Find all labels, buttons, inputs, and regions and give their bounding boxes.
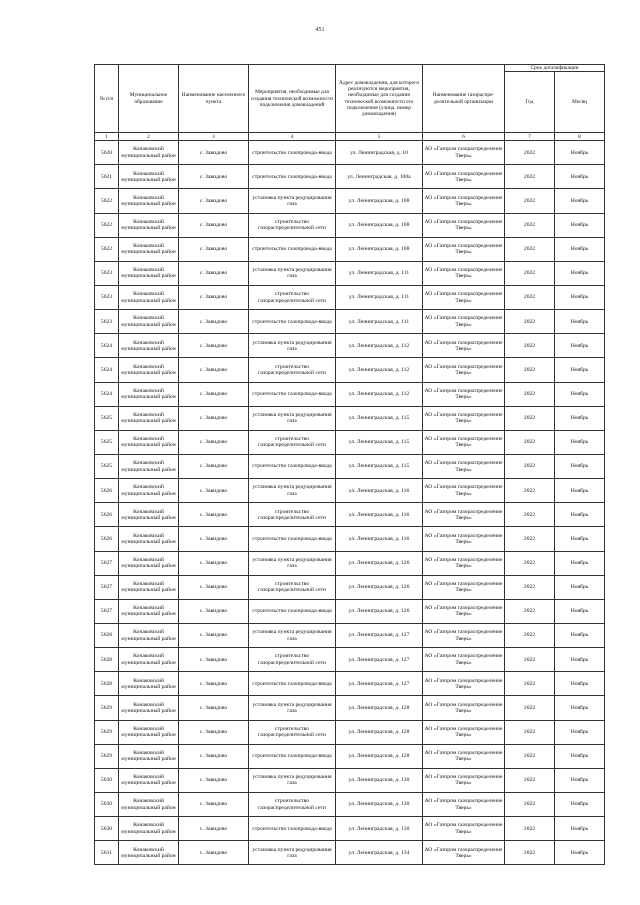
year-cell: 2022 xyxy=(505,817,555,841)
municipality-cell: Конаковский муниципальный район xyxy=(119,599,179,623)
municipality-cell: Конаковский муниципальный район xyxy=(119,527,179,551)
table-row xyxy=(95,334,605,358)
organization-cell: АО «Газпром газораспределение Тверь» xyxy=(423,720,505,744)
year-cell: 2022 xyxy=(505,141,555,165)
address-cell: ул. Ленинградская, д. 128 xyxy=(336,720,423,744)
measure-cell: строительство газораспределительной сети xyxy=(249,575,336,599)
row-number: 5628 xyxy=(95,624,119,648)
row-number: 5625 xyxy=(95,430,119,454)
measure-cell: установка пункта редуцирования газа xyxy=(249,551,336,575)
organization-cell: АО «Газпром газораспределение Тверь» xyxy=(423,141,505,165)
month-cell: Ноябрь xyxy=(555,551,605,575)
table-header xyxy=(95,65,605,141)
address-cell: ул. Ленинградская, д. 130 xyxy=(336,768,423,792)
settlement-cell: с. Завидово xyxy=(179,406,249,430)
municipality-cell: Конаковский муниципальный район xyxy=(119,479,179,503)
municipality-cell: Конаковский муниципальный район xyxy=(119,189,179,213)
row-number: 5622 xyxy=(95,237,119,261)
settlement-cell: с. Завидово xyxy=(179,358,249,382)
measure-cell: строительство газопровода-ввода xyxy=(249,141,336,165)
address-cell: ул. Ленинградская, д. 127 xyxy=(336,672,423,696)
table-row xyxy=(95,648,605,672)
table-row xyxy=(95,793,605,817)
month-cell: Ноябрь xyxy=(555,720,605,744)
address-cell: ул. Ленинградская, д. 112 xyxy=(336,382,423,406)
month-cell: Ноябрь xyxy=(555,455,605,479)
table-row xyxy=(95,310,605,334)
month-cell: Ноябрь xyxy=(555,165,605,189)
table-row xyxy=(95,744,605,768)
table-row xyxy=(95,768,605,792)
settlement-cell: с. Завидово xyxy=(179,672,249,696)
organization-cell: АО «Газпром газораспределение Тверь» xyxy=(423,430,505,454)
month-cell: Ноябрь xyxy=(555,672,605,696)
header-org: Наименование газораспре-делительной организации xyxy=(423,65,505,133)
address-cell: ул. Ленинградская, д. 116 xyxy=(336,503,423,527)
column-number: 5 xyxy=(336,133,423,141)
month-cell: Ноябрь xyxy=(555,261,605,285)
measure-cell: установка пункта редуцирования газа xyxy=(249,624,336,648)
row-number: 5627 xyxy=(95,575,119,599)
column-number: 8 xyxy=(555,133,605,141)
table-row xyxy=(95,358,605,382)
table-row xyxy=(95,189,605,213)
row-number: 5624 xyxy=(95,382,119,406)
address-cell: ул. Ленинградская, д. 126 xyxy=(336,575,423,599)
month-cell: Ноябрь xyxy=(555,817,605,841)
month-cell: Ноябрь xyxy=(555,744,605,768)
settlement-cell: с. Завидово xyxy=(179,261,249,285)
month-cell: Ноябрь xyxy=(555,358,605,382)
year-cell: 2022 xyxy=(505,551,555,575)
measure-cell: строительство газораспределительной сети xyxy=(249,213,336,237)
year-cell: 2022 xyxy=(505,213,555,237)
year-cell: 2022 xyxy=(505,165,555,189)
table-row xyxy=(95,599,605,623)
row-number: 5627 xyxy=(95,599,119,623)
year-cell: 2022 xyxy=(505,406,555,430)
municipality-cell: Конаковский муниципальный район xyxy=(119,744,179,768)
address-cell: ул. Ленинградская, д. 130 xyxy=(336,793,423,817)
year-cell: 2022 xyxy=(505,261,555,285)
measure-cell: установка пункта редуцирования газа xyxy=(249,334,336,358)
year-cell: 2022 xyxy=(505,793,555,817)
column-number: 1 xyxy=(95,133,119,141)
month-cell: Ноябрь xyxy=(555,213,605,237)
organization-cell: АО «Газпром газораспределение Тверь» xyxy=(423,527,505,551)
measure-cell: строительство газораспределительной сети xyxy=(249,793,336,817)
organization-cell: АО «Газпром газораспределение Тверь» xyxy=(423,382,505,406)
municipality-cell: Конаковский муниципальный район xyxy=(119,817,179,841)
column-number: 7 xyxy=(505,133,555,141)
row-number: 5622 xyxy=(95,189,119,213)
organization-cell: АО «Газпром газораспределение Тверь» xyxy=(423,358,505,382)
year-cell: 2022 xyxy=(505,599,555,623)
measure-cell: строительство газопровода-ввода xyxy=(249,672,336,696)
measure-cell: строительство газопровода-ввода xyxy=(249,382,336,406)
table-row xyxy=(95,527,605,551)
settlement-cell: с. Завидово xyxy=(179,189,249,213)
organization-cell: АО «Газпром газораспределение Тверь» xyxy=(423,455,505,479)
settlement-cell: с. Завидово xyxy=(179,648,249,672)
month-cell: Ноябрь xyxy=(555,793,605,817)
month-cell: Ноябрь xyxy=(555,286,605,310)
measure-cell: строительство газораспределительной сети xyxy=(249,503,336,527)
header-year: Год xyxy=(505,72,555,133)
settlement-cell: с. Завидово xyxy=(179,213,249,237)
municipality-cell: Конаковский муниципальный район xyxy=(119,237,179,261)
table-row xyxy=(95,382,605,406)
municipality-cell: Конаковский муниципальный район xyxy=(119,648,179,672)
address-cell: ул. Ленинградская, д. 10 xyxy=(336,141,423,165)
gasification-table xyxy=(94,64,605,865)
year-cell: 2022 xyxy=(505,310,555,334)
measure-cell: строительство газопровода-ввода xyxy=(249,455,336,479)
settlement-cell: с. Завидово xyxy=(179,768,249,792)
table-row xyxy=(95,624,605,648)
year-cell: 2022 xyxy=(505,503,555,527)
municipality-cell: Конаковский муниципальный район xyxy=(119,286,179,310)
table-row xyxy=(95,575,605,599)
measure-cell: установка пункта редуцирования газа xyxy=(249,841,336,865)
organization-cell: АО «Газпром газораспределение Тверь» xyxy=(423,768,505,792)
settlement-cell: с. Завидово xyxy=(179,503,249,527)
settlement-cell: с. Завидово xyxy=(179,310,249,334)
table-row xyxy=(95,406,605,430)
month-cell: Ноябрь xyxy=(555,310,605,334)
organization-cell: АО «Газпром газораспределение Тверь» xyxy=(423,696,505,720)
year-cell: 2022 xyxy=(505,430,555,454)
municipality-cell: Конаковский муниципальный район xyxy=(119,334,179,358)
year-cell: 2022 xyxy=(505,527,555,551)
year-cell: 2022 xyxy=(505,286,555,310)
address-cell: ул. Ленинградская, д. 128 xyxy=(336,744,423,768)
settlement-cell: с. Завидово xyxy=(179,237,249,261)
address-cell: ул. Ленинградская, д. 130 xyxy=(336,817,423,841)
measure-cell: установка пункта редуцирования газа xyxy=(249,479,336,503)
organization-cell: АО «Газпром газораспределение Тверь» xyxy=(423,189,505,213)
row-number: 5630 xyxy=(95,768,119,792)
page-number: 451 xyxy=(315,27,325,33)
year-cell: 2022 xyxy=(505,624,555,648)
month-cell: Ноябрь xyxy=(555,479,605,503)
measure-cell: строительство газораспределительной сети xyxy=(249,286,336,310)
measure-cell: строительство газопровода-ввода xyxy=(249,310,336,334)
address-cell: ул. Ленинградская, д. 115 xyxy=(336,430,423,454)
year-cell: 2022 xyxy=(505,768,555,792)
municipality-cell: Конаковский муниципальный район xyxy=(119,261,179,285)
month-cell: Ноябрь xyxy=(555,768,605,792)
measure-cell: строительство газопровода-ввода xyxy=(249,599,336,623)
header-address: Адрес домовладения, для которого реализуются мероприятия, необходимые для создания технической возможности его подключения (улица, номер домовладения) xyxy=(336,65,423,133)
row-number: 5621 xyxy=(95,165,119,189)
measure-cell: строительство газораспределительной сети xyxy=(249,358,336,382)
address-cell: ул. Ленинградская, д. 127 xyxy=(336,648,423,672)
settlement-cell: с. Завидово xyxy=(179,165,249,189)
settlement-cell: с. Завидово xyxy=(179,720,249,744)
year-cell: 2022 xyxy=(505,334,555,358)
address-cell: ул. Ленинградская, д. 108 xyxy=(336,189,423,213)
row-number: 5625 xyxy=(95,406,119,430)
organization-cell: АО «Газпром газораспределение Тверь» xyxy=(423,286,505,310)
year-cell: 2022 xyxy=(505,696,555,720)
settlement-cell: с. Завидово xyxy=(179,817,249,841)
address-cell: ул. Ленинградская, д. 126 xyxy=(336,599,423,623)
column-number-row xyxy=(95,133,605,141)
municipality-cell: Конаковский муниципальный район xyxy=(119,624,179,648)
column-number: 2 xyxy=(119,133,179,141)
row-number: 5630 xyxy=(95,793,119,817)
row-number: 5628 xyxy=(95,648,119,672)
table-row xyxy=(95,696,605,720)
settlement-cell: с. Завидово xyxy=(179,841,249,865)
month-cell: Ноябрь xyxy=(555,624,605,648)
address-cell: ул. Ленинградская, д. 134 xyxy=(336,841,423,865)
settlement-cell: с. Завидово xyxy=(179,575,249,599)
organization-cell: АО «Газпром газораспределение Тверь» xyxy=(423,237,505,261)
table-row xyxy=(95,455,605,479)
municipality-cell: Конаковский муниципальный район xyxy=(119,672,179,696)
month-cell: Ноябрь xyxy=(555,406,605,430)
municipality-cell: Конаковский муниципальный район xyxy=(119,382,179,406)
municipality-cell: Конаковский муниципальный район xyxy=(119,841,179,865)
year-cell: 2022 xyxy=(505,358,555,382)
municipality-cell: Конаковский муниципальный район xyxy=(119,358,179,382)
table-row xyxy=(95,720,605,744)
table-row xyxy=(95,817,605,841)
municipality-cell: Конаковский муниципальный район xyxy=(119,430,179,454)
column-number: 6 xyxy=(423,133,505,141)
row-number: 5626 xyxy=(95,527,119,551)
municipality-cell: Конаковский муниципальный район xyxy=(119,768,179,792)
row-number: 5623 xyxy=(95,286,119,310)
measure-cell: установка пункта редуцирования газа xyxy=(249,768,336,792)
measure-cell: строительство газораспределительной сети xyxy=(249,720,336,744)
address-cell: ул. Ленинградская, д. 115 xyxy=(336,455,423,479)
month-cell: Ноябрь xyxy=(555,334,605,358)
row-number: 5629 xyxy=(95,744,119,768)
organization-cell: АО «Газпром газораспределение Тверь» xyxy=(423,310,505,334)
table-row xyxy=(95,261,605,285)
year-cell: 2022 xyxy=(505,648,555,672)
table-body xyxy=(95,141,605,865)
organization-cell: АО «Газпром газораспределение Тверь» xyxy=(423,551,505,575)
year-cell: 2022 xyxy=(505,841,555,865)
measure-cell: установка пункта редуцирования газа xyxy=(249,696,336,720)
month-cell: Ноябрь xyxy=(555,696,605,720)
measure-cell: строительство газопровода-ввода xyxy=(249,237,336,261)
row-number: 5630 xyxy=(95,817,119,841)
header-deadline: Срок догазификации xyxy=(505,65,605,72)
row-number: 5624 xyxy=(95,358,119,382)
address-cell: ул. Ленинградская, д. 108 xyxy=(336,237,423,261)
address-cell: ул. Ленинградская, д. 100а xyxy=(336,165,423,189)
organization-cell: АО «Газпром газораспределение Тверь» xyxy=(423,503,505,527)
organization-cell: АО «Газпром газораспределение Тверь» xyxy=(423,648,505,672)
organization-cell: АО «Газпром газораспределение Тверь» xyxy=(423,213,505,237)
row-number: 5626 xyxy=(95,503,119,527)
header-num: № п/п xyxy=(95,65,119,133)
organization-cell: АО «Газпром газораспределение Тверь» xyxy=(423,599,505,623)
measure-cell: строительство газопровода-ввода xyxy=(249,527,336,551)
organization-cell: АО «Газпром газораспределение Тверь» xyxy=(423,624,505,648)
settlement-cell: с. Завидово xyxy=(179,599,249,623)
municipality-cell: Конаковский муниципальный район xyxy=(119,141,179,165)
column-number: 4 xyxy=(249,133,336,141)
organization-cell: АО «Газпром газораспределение Тверь» xyxy=(423,672,505,696)
organization-cell: АО «Газпром газораспределение Тверь» xyxy=(423,165,505,189)
header-measure: Мероприятия, необходимые для создания технической возможности подключения домовладений xyxy=(249,65,336,133)
organization-cell: АО «Газпром газораспределение Тверь» xyxy=(423,841,505,865)
settlement-cell: с. Завидово xyxy=(179,744,249,768)
municipality-cell: Конаковский муниципальный район xyxy=(119,310,179,334)
header-settlement: Наименование населенного пункта xyxy=(179,65,249,133)
row-number: 5624 xyxy=(95,334,119,358)
row-number: 5625 xyxy=(95,455,119,479)
settlement-cell: с. Завидово xyxy=(179,286,249,310)
table-row xyxy=(95,430,605,454)
organization-cell: АО «Газпром газораспределение Тверь» xyxy=(423,261,505,285)
address-cell: ул. Ленинградская, д. 112 xyxy=(336,358,423,382)
month-cell: Ноябрь xyxy=(555,503,605,527)
year-cell: 2022 xyxy=(505,672,555,696)
year-cell: 2022 xyxy=(505,455,555,479)
table-row xyxy=(95,165,605,189)
settlement-cell: с. Завидово xyxy=(179,430,249,454)
organization-cell: АО «Газпром газораспределение Тверь» xyxy=(423,575,505,599)
month-cell: Ноябрь xyxy=(555,599,605,623)
row-number: 5628 xyxy=(95,672,119,696)
organization-cell: АО «Газпром газораспределение Тверь» xyxy=(423,479,505,503)
row-number: 5631 xyxy=(95,841,119,865)
table-row xyxy=(95,479,605,503)
municipality-cell: Конаковский муниципальный район xyxy=(119,793,179,817)
settlement-cell: с. Завидово xyxy=(179,455,249,479)
row-number: 5629 xyxy=(95,720,119,744)
month-cell: Ноябрь xyxy=(555,382,605,406)
organization-cell: АО «Газпром газораспределение Тверь» xyxy=(423,793,505,817)
row-number: 5622 xyxy=(95,213,119,237)
municipality-cell: Конаковский муниципальный район xyxy=(119,455,179,479)
municipality-cell: Конаковский муниципальный район xyxy=(119,503,179,527)
municipality-cell: Конаковский муниципальный район xyxy=(119,551,179,575)
table-row xyxy=(95,237,605,261)
measure-cell: строительство газораспределительной сети xyxy=(249,430,336,454)
year-cell: 2022 xyxy=(505,479,555,503)
organization-cell: АО «Газпром газораспределение Тверь» xyxy=(423,406,505,430)
month-cell: Ноябрь xyxy=(555,237,605,261)
year-cell: 2022 xyxy=(505,237,555,261)
table-row xyxy=(95,841,605,865)
month-cell: Ноябрь xyxy=(555,841,605,865)
row-number: 5623 xyxy=(95,261,119,285)
address-cell: ул. Ленинградская, д. 108 xyxy=(336,213,423,237)
municipality-cell: Конаковский муниципальный район xyxy=(119,696,179,720)
settlement-cell: с. Завидово xyxy=(179,334,249,358)
month-cell: Ноябрь xyxy=(555,648,605,672)
settlement-cell: с. Завидово xyxy=(179,141,249,165)
month-cell: Ноябрь xyxy=(555,527,605,551)
address-cell: ул. Ленинградская, д. 128 xyxy=(336,696,423,720)
municipality-cell: Конаковский муниципальный район xyxy=(119,165,179,189)
address-cell: ул. Ленинградская, д. 116 xyxy=(336,479,423,503)
table-row xyxy=(95,141,605,165)
settlement-cell: с. Завидово xyxy=(179,551,249,575)
row-number: 5623 xyxy=(95,310,119,334)
year-cell: 2022 xyxy=(505,575,555,599)
settlement-cell: с. Завидово xyxy=(179,382,249,406)
row-number: 5626 xyxy=(95,479,119,503)
measure-cell: установка пункта редуцирования газа xyxy=(249,189,336,213)
table-row xyxy=(95,672,605,696)
address-cell: ул. Ленинградская, д. 127 xyxy=(336,624,423,648)
address-cell: ул. Ленинградская, д. 116 xyxy=(336,527,423,551)
row-number: 5629 xyxy=(95,696,119,720)
table-row xyxy=(95,286,605,310)
measure-cell: строительство газопровода-ввода xyxy=(249,744,336,768)
address-cell: ул. Ленинградская, д. 126 xyxy=(336,551,423,575)
year-cell: 2022 xyxy=(505,189,555,213)
address-cell: ул. Ленинградская, д. 115 xyxy=(336,406,423,430)
header-municipality: Муниципальное образование xyxy=(119,65,179,133)
month-cell: Ноябрь xyxy=(555,189,605,213)
row-number: 5627 xyxy=(95,551,119,575)
row-number: 5620 xyxy=(95,141,119,165)
settlement-cell: с. Завидово xyxy=(179,696,249,720)
address-cell: ул. Ленинградская, д. 111 xyxy=(336,286,423,310)
measure-cell: строительство газопровода-ввода xyxy=(249,165,336,189)
month-cell: Ноябрь xyxy=(555,575,605,599)
municipality-cell: Конаковский муниципальный район xyxy=(119,575,179,599)
measure-cell: установка пункта редуцирования газа xyxy=(249,261,336,285)
organization-cell: АО «Газпром газораспределение Тверь» xyxy=(423,817,505,841)
settlement-cell: с. Завидово xyxy=(179,527,249,551)
address-cell: ул. Ленинградская, д. 111 xyxy=(336,310,423,334)
settlement-cell: с. Завидово xyxy=(179,624,249,648)
year-cell: 2022 xyxy=(505,382,555,406)
header-month: Месяц xyxy=(555,72,605,133)
table-row xyxy=(95,503,605,527)
settlement-cell: с. Завидово xyxy=(179,793,249,817)
table-row xyxy=(95,551,605,575)
measure-cell: строительство газопровода-ввода xyxy=(249,817,336,841)
table-row xyxy=(95,213,605,237)
measure-cell: строительство газораспределительной сети xyxy=(249,648,336,672)
municipality-cell: Конаковский муниципальный район xyxy=(119,720,179,744)
address-cell: ул. Ленинградская, д. 112 xyxy=(336,334,423,358)
municipality-cell: Конаковский муниципальный район xyxy=(119,406,179,430)
address-cell: ул. Ленинградская, д. 111 xyxy=(336,261,423,285)
month-cell: Ноябрь xyxy=(555,430,605,454)
organization-cell: АО «Газпром газораспределение Тверь» xyxy=(423,744,505,768)
year-cell: 2022 xyxy=(505,720,555,744)
year-cell: 2022 xyxy=(505,744,555,768)
municipality-cell: Конаковский муниципальный район xyxy=(119,213,179,237)
organization-cell: АО «Газпром газораспределение Тверь» xyxy=(423,334,505,358)
settlement-cell: с. Завидово xyxy=(179,479,249,503)
column-number: 3 xyxy=(179,133,249,141)
month-cell: Ноябрь xyxy=(555,141,605,165)
measure-cell: установка пункта редуцирования газа xyxy=(249,406,336,430)
